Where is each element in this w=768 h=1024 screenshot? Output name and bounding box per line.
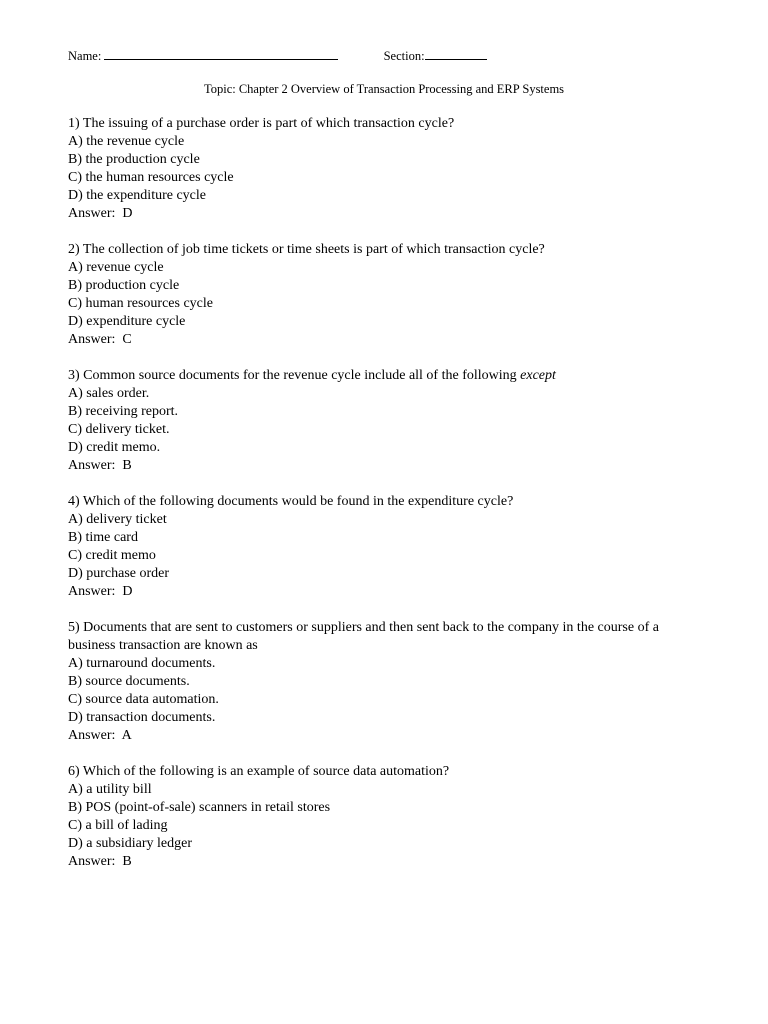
option-b: B) time card: [68, 530, 138, 545]
option-d: D) the expenditure cycle: [68, 188, 206, 203]
answer-line: Answer: B: [68, 458, 132, 473]
option-c: C) credit memo: [68, 548, 156, 563]
option-d: D) expenditure cycle: [68, 314, 186, 329]
header-fields: [68, 47, 487, 64]
question-stem: [68, 367, 708, 385]
option-b: B) production cycle: [68, 278, 180, 293]
option-a: A) a utility bill: [68, 782, 152, 797]
option-c: C) the human resources cycle: [68, 170, 234, 185]
question-stem: 4) Which of the following documents would be found in the expenditure cycle?: [68, 494, 514, 509]
option-c: C) source data automation.: [68, 692, 219, 707]
option-d: D) credit memo.: [68, 440, 161, 455]
answer-line: Answer: D: [68, 206, 133, 221]
question-5: [68, 619, 708, 745]
option-d: D) a subsidiary ledger: [68, 836, 193, 851]
question-stem-emphasis: except: [520, 368, 556, 383]
option-d: D) transaction documents.: [68, 710, 216, 725]
name-blank-line: [104, 47, 338, 60]
option-b: B) receiving report.: [68, 404, 179, 419]
question-3: [68, 367, 708, 475]
option-a: A) revenue cycle: [68, 260, 164, 275]
answer-line: Answer: A: [68, 728, 132, 743]
question-2: [68, 241, 708, 349]
question-stem: 6) Which of the following is an example of source data automation?: [68, 764, 450, 779]
option-b: B) POS (point-of-sale) scanners in retail stores: [68, 800, 331, 815]
option-c: C) delivery ticket.: [68, 422, 170, 437]
topic-heading: Topic: Chapter 2 Overview of Transaction Processing and ERP Systems: [203, 82, 565, 96]
option-b: B) the production cycle: [68, 152, 200, 167]
question-stem: 2) The collection of job time tickets or time sheets is part of which transaction cycle?: [68, 242, 545, 257]
option-a: A) sales order.: [68, 386, 150, 401]
question-stem: 5) Documents that are sent to customers or suppliers and then sent back to the company in the course of a business transaction are known as: [68, 620, 659, 653]
answer-line: Answer: C: [68, 332, 132, 347]
question-6: [68, 763, 708, 871]
name-label: Name:: [68, 49, 102, 63]
section-label: Section:: [383, 49, 425, 63]
option-d: D) purchase order: [68, 566, 170, 581]
option-a: A) turnaround documents.: [68, 656, 216, 671]
option-a: A) delivery ticket: [68, 512, 167, 527]
answer-line: Answer: D: [68, 584, 133, 599]
section-blank-line: [425, 47, 487, 60]
option-a: A) the revenue cycle: [68, 134, 185, 149]
question-1: [68, 115, 708, 223]
question-stem-text: 3) Common source documents for the revenue cycle include all of the following: [68, 368, 517, 383]
question-list: [68, 115, 708, 889]
option-c: C) a bill of lading: [68, 818, 168, 833]
option-b: B) source documents.: [68, 674, 190, 689]
answer-line: Answer: B: [68, 854, 132, 869]
question-4: [68, 493, 708, 601]
question-stem: 1) The issuing of a purchase order is part of which transaction cycle?: [68, 116, 455, 131]
option-c: C) human resources cycle: [68, 296, 213, 311]
